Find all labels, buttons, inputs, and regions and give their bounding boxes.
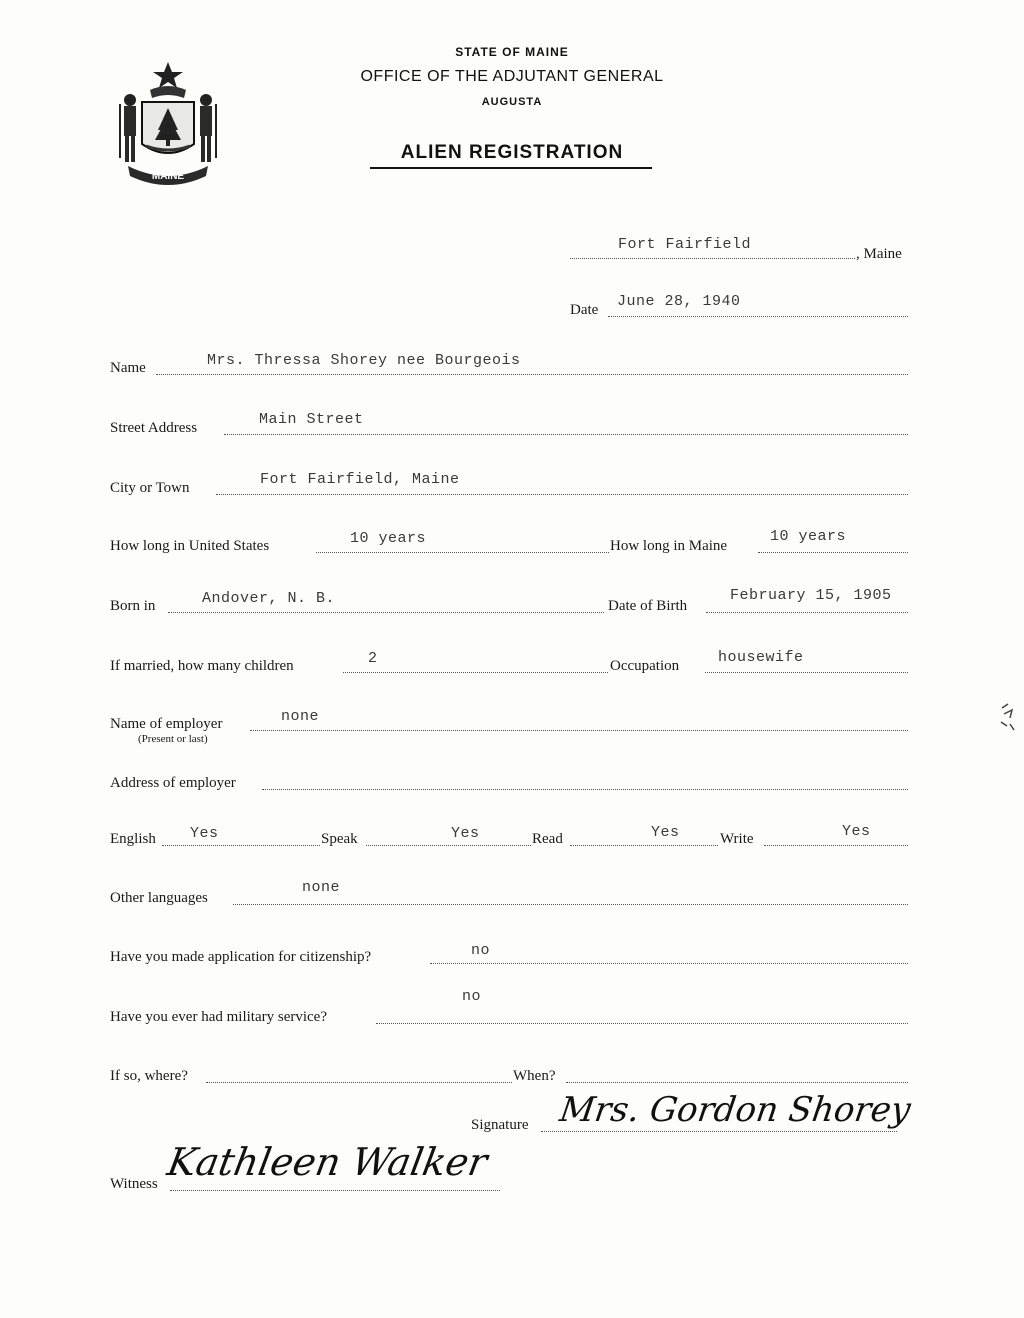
other-languages-label: Other languages <box>110 890 208 906</box>
citizenship-line <box>430 963 908 964</box>
dob-label: Date of Birth <box>608 598 688 614</box>
born-line <box>168 612 604 613</box>
where-label: If so, where? <box>110 1068 188 1084</box>
city-line <box>216 494 908 495</box>
military-label: Have you ever had military service? <box>110 1009 327 1025</box>
dob-value: February 15, 1905 <box>730 587 892 604</box>
header-state: STATE OF MAINE <box>455 45 569 59</box>
where-line <box>206 1082 512 1083</box>
speak-line <box>366 845 531 846</box>
maine-length-label: How long in Maine <box>610 538 728 554</box>
citizenship-value: no <box>471 942 491 959</box>
read-label: Read <box>532 831 563 847</box>
name-line <box>156 374 908 375</box>
title-underline <box>370 167 652 169</box>
occupation-label: Occupation <box>610 658 680 674</box>
english-value: Yes <box>190 825 219 842</box>
citizenship-label: Have you made application for citizenship? <box>110 949 372 965</box>
born-value: Andover, N. B. <box>202 590 336 607</box>
employer-value: none <box>281 708 320 725</box>
city-label: City or Town <box>110 480 190 496</box>
speak-value: Yes <box>451 825 480 842</box>
witness-signature: Kathleen Walker <box>164 1140 491 1184</box>
english-label: English <box>110 831 156 847</box>
header-city: AUGUSTA <box>481 96 543 108</box>
place-suffix: , Maine <box>856 246 902 262</box>
when-line <box>566 1082 908 1083</box>
occupation-value: housewife <box>718 649 804 666</box>
employer-label: Name of employer <box>110 716 223 732</box>
write-label: Write <box>720 831 754 847</box>
us-length-label: How long in United States <box>110 538 270 554</box>
write-value: Yes <box>842 823 871 840</box>
witness-label: Witness <box>110 1176 158 1192</box>
street-value: Main Street <box>259 411 364 428</box>
military-line <box>376 1023 908 1024</box>
maine-length-line <box>758 552 908 553</box>
signature-line <box>541 1131 897 1132</box>
city-value: Fort Fairfield, Maine <box>260 471 460 488</box>
name-label: Name <box>110 360 146 376</box>
street-label: Street Address <box>110 420 198 436</box>
write-line <box>764 845 908 846</box>
signature-value: Mrs. Gordon Shorey <box>557 1090 914 1130</box>
employer-address-label: Address of employer <box>110 775 236 791</box>
place-value: Fort Fairfield <box>618 236 752 253</box>
us-length-value: 10 years <box>350 530 427 547</box>
name-value: Mrs. Thressa Shorey nee Bourgeois <box>207 352 521 369</box>
employer-sublabel: (Present or last) <box>138 733 208 745</box>
employer-address-line <box>262 789 908 790</box>
maine-length-value: 10 years <box>770 528 847 545</box>
children-value: 2 <box>368 650 378 667</box>
witness-line <box>170 1190 500 1191</box>
when-label: When? <box>513 1068 556 1084</box>
other-languages-value: none <box>302 879 341 896</box>
scan-mark-icon <box>998 700 1020 740</box>
born-label: Born in <box>110 598 156 614</box>
date-value: June 28, 1940 <box>617 293 741 310</box>
read-value: Yes <box>651 824 680 841</box>
us-length-line <box>316 552 609 553</box>
speak-label: Speak <box>321 831 358 847</box>
read-line <box>570 845 718 846</box>
occupation-line <box>705 672 908 673</box>
signature-label: Signature <box>471 1117 529 1133</box>
date-line <box>608 316 908 317</box>
children-line <box>343 672 608 673</box>
other-languages-line <box>233 904 908 905</box>
street-line <box>224 434 908 435</box>
header-office: OFFICE OF THE ADJUTANT GENERAL <box>360 68 664 85</box>
seal-banner-text: MAINE <box>151 171 185 182</box>
place-line <box>570 258 855 259</box>
form-title: ALIEN REGISTRATION <box>400 142 624 163</box>
dob-line <box>706 612 908 613</box>
children-label: If married, how many children <box>110 658 294 674</box>
employer-line <box>250 730 908 731</box>
date-label: Date <box>570 302 599 318</box>
english-line <box>162 845 320 846</box>
military-value: no <box>462 988 482 1005</box>
